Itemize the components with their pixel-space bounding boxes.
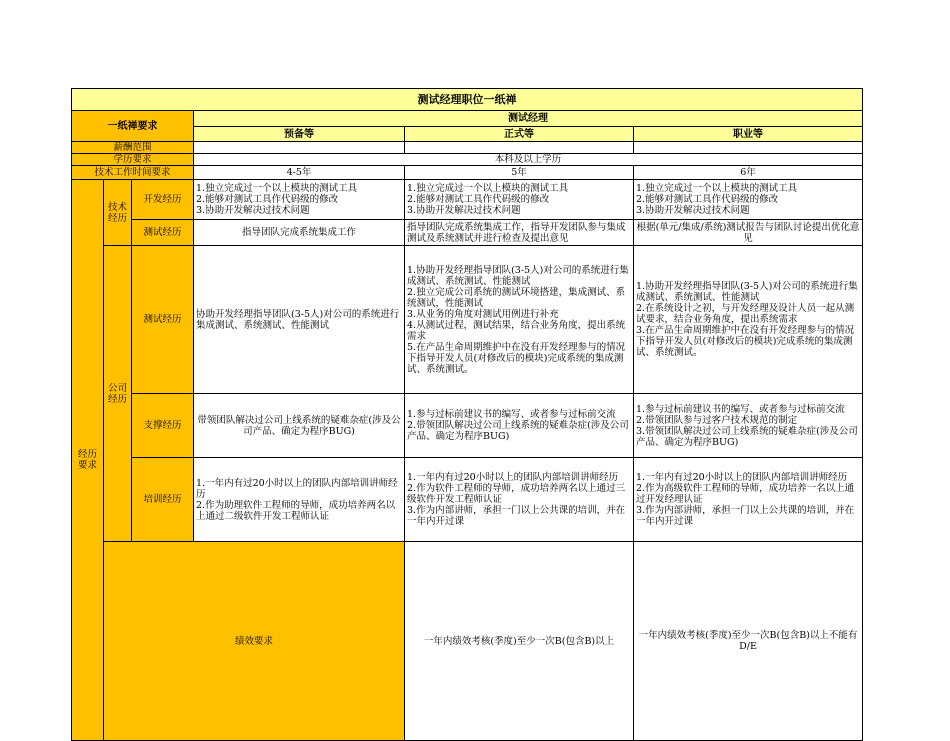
company-group-label: 公司经历 (104, 246, 132, 542)
position-name: 测试经理 (194, 111, 863, 127)
training-exp-prep: 1.一年内有过20小时以上的团队内部培训讲师经历 2.作为助理软件工程师的导师，成功培养两名以上通过二级软件开发工程师认证 (194, 458, 405, 542)
dev-exp-formal: 1.独立完成过一个以上模块的测试工具 2.能够对测试工具作代码级的修改 3.协助开发解决过技术问题 (405, 180, 634, 220)
company-test-exp-formal: 1.协助开发经理指导团队(3-5人)对公司的系统进行集成测试、系统测试、性能测试 2.独立完成公司系统的测试环境搭建，集成测试、系统测试，性能测试 3.从业务的角度对测试用例进行补充 4.从测试过程，测试结果，结合业务角度，提出系统需求 5.在产品生命周期维护中在没有开发经理参与的情况下指导开发人员(对修改后的模块)完成系统的集成测试、系统测试。 (405, 246, 634, 394)
salary-label: 薪酬范围 (72, 142, 194, 154)
dev-exp-prep: 1.独立完成过一个以上模块的测试工具 2.能够对测试工具作代码级的修改 3.协助开发解决过技术问题 (194, 180, 405, 220)
training-exp-formal: 1.一年内有过20小时以上的团队内部培训讲师经历 2.作为软件工程师的导师，成功培养两名以上通过三级软件开发工程师认证 3.作为内部讲师，承担一门以上公共课的培训，并在一年内开过课 (405, 458, 634, 542)
work-years-prep: 4-5年 (194, 166, 405, 180)
performance-prep: 一年内绩效考核(季度)至少一次B(包含B)以上 (405, 542, 634, 741)
work-years-pro: 6年 (634, 166, 863, 180)
company-test-exp-label: 测试经历 (132, 246, 194, 394)
performance-formal: 一年内绩效考核(季度)至少一次B(包含B)以上不能有D/E (634, 542, 863, 741)
level-pro: 职业等 (634, 127, 863, 142)
support-exp-prep: 带领团队解决过公司上线系统的疑难杂症(涉及公司产品、确定为程序BUG) (194, 394, 405, 458)
experience-label: 经历要求 (72, 180, 104, 741)
level-prep: 预备等 (194, 127, 405, 142)
tech-test-exp-prep: 指导团队完成系统集成工作 (194, 220, 405, 246)
company-test-exp-prep: 协助开发经理指导团队(3-5人)对公司的系统进行集成测试、系统测试、性能测试 (194, 246, 405, 394)
req-label: 一纸禅要求 (72, 111, 194, 142)
salary-cell (405, 142, 634, 154)
tech-test-exp-label: 测试经历 (132, 220, 194, 246)
salary-cell (194, 142, 405, 154)
performance-label: 绩效要求 (104, 542, 405, 741)
education-value: 本科及以上学历 (194, 154, 863, 166)
support-exp-formal: 1.参与过标前建议书的编写、或者参与过标前交流 2.带领团队解决过公司上线系统的疑难杂症(涉及公司产品、确定为程序BUG) (405, 394, 634, 458)
training-exp-label: 培训经历 (132, 458, 194, 542)
tech-group-label: 技术经历 (104, 180, 132, 246)
support-exp-pro: 1.参与过标前建议书的编写、或者参与过标前交流 2.带领团队参与过客户技术规范的制定 3.带领团队解决过公司上线系统的疑难杂症(涉及公司产品、确定为程序BUG) (634, 394, 863, 458)
dev-exp-label: 开发经历 (132, 180, 194, 220)
company-test-exp-pro: 1.协助开发经理指导团队(3-5人)对公司的系统进行集成测试、系统测试、性能测试 2.在系统设计之初，与开发经理及设计人员一起从测试要求，结合业务角度，提出系统需求 3.在产品生命周期维护中在没有开发经理参与的情况下指导开发人员(对修改后的模块)完成系统的集成测试、系统测试。 (634, 246, 863, 394)
level-formal: 正式等 (405, 127, 634, 142)
position-sheet (71, 88, 863, 741)
support-exp-label: 支撑经历 (132, 394, 194, 458)
education-label: 学历要求 (72, 154, 194, 166)
tech-test-exp-formal: 指导团队完成系统集成工作，指导开发团队参与集成测试及系统测试并进行检查及提出意见 (405, 220, 634, 246)
salary-cell (634, 142, 863, 154)
training-exp-pro: 1.一年内有过20小时以上的团队内部培训讲师经历 2.作为高级软件工程师的导师，成功培养一名以上通过开发经理认证 3.作为内部讲师，承担一门以上公共课的培训，并在一年内开过课 (634, 458, 863, 542)
dev-exp-pro: 1.独立完成过一个以上模块的测试工具 2.能够对测试工具作代码级的修改 3.协助开发解决过技术问题 (634, 180, 863, 220)
sheet-title: 测试经理职位一纸禅 (72, 89, 863, 111)
work-years-formal: 5年 (405, 166, 634, 180)
tech-test-exp-pro: 根据(单元/集成/系统)测试报告与团队讨论提出优化意见 (634, 220, 863, 246)
work-years-label: 技术工作时间要求 (72, 166, 194, 180)
